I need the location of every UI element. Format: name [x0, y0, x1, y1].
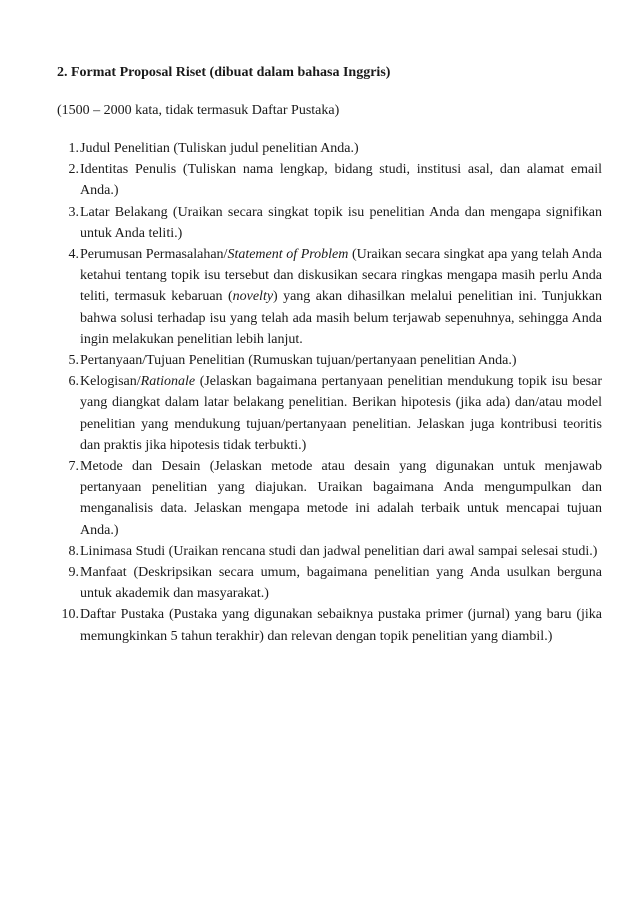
italic-term: Rationale	[140, 374, 196, 390]
list-item	[57, 202, 602, 244]
list-item-number: 5.	[68, 353, 79, 369]
italic-term: novelty	[232, 289, 274, 305]
list-item-number: 8.	[68, 543, 79, 559]
list-item-number: 7.	[68, 459, 79, 475]
text-run: Pertanyaan/Tujuan Penelitian (Rumuskan tujuan/pertanyaan penelitian Anda.)	[80, 353, 517, 369]
text-run: (Jelaskan bagaimana pertanyaan penelitian mendukung topik isu besar yang diangkat dalam latar belakang penelitian. Berikan hipotesis (jika ada) dan/atau model penelitian yang mendukung tujuan/pertanyaan penelitian. Jelaskan juga kontribusi teoritis dan praktis jika hipotesis tidak terbukti.)	[80, 374, 602, 453]
list-item-text	[80, 353, 517, 368]
text-run: Daftar Pustaka (Pustaka yang digunakan sebaiknya pustaka primer (jurnal) yang baru (jika memungkinkan 5 tahun terakhir) dan relevan dengan topik penelitian yang diambil.)	[80, 607, 602, 644]
list-item	[57, 604, 602, 646]
list-item-text	[80, 205, 602, 241]
list-item-number: 10.	[61, 607, 79, 623]
list-item	[57, 350, 602, 371]
list-item-number: 1.	[68, 141, 79, 156]
text-run: Latar Belakang (Uraikan secara singkat topik isu penelitian Anda dan mengapa signifikan untuk Anda teliti.)	[80, 204, 602, 241]
word-limit-note: (1500 – 2000 kata, tidak termasuk Daftar Pustaka)	[57, 103, 340, 118]
list-item	[57, 138, 602, 159]
text-run: Manfaat (Deskripsikan secara umum, bagaimana penelitian yang Anda usulkan berguna untuk akademik dan masyarakat.)	[80, 565, 602, 602]
italic-term: Statement of Problem	[227, 247, 349, 263]
list-item-text	[80, 162, 602, 198]
text-run: Kelogisan/	[80, 374, 141, 390]
list-item	[57, 541, 602, 562]
text-run: Metode dan Desain (Jelaskan metode atau desain yang digunakan untuk menjawab pertanyaan penelitian yang diajukan. Uraikan bagaimana Anda mengumpulkan dan menganalisis data. Jelaskan mengapa metode ini adalah terbaik untuk mencapai tujuan Anda.)	[80, 459, 602, 538]
text-run: Identitas Penulis (Tuliskan nama lengkap, bidang studi, institusi asal, dan alamat email Anda.)	[80, 162, 602, 199]
list-item-text	[80, 247, 602, 347]
text-run: Judul Penelitian (Tuliskan judul penelitian Anda.)	[80, 141, 359, 156]
list-item-text	[80, 544, 597, 559]
section-title: 2. Format Proposal Riset (dibuat dalam bahasa Inggris)	[57, 65, 391, 80]
list-item-text	[80, 607, 602, 643]
list-item-number: 2.	[68, 162, 79, 178]
text-run: ) yang akan dihasilkan melalui penelitian ini. Tunjukkan bahwa solusi terhadap isu yang telah ada masih belum terjawab sepenuhnya, sehingga Anda ingin melakukan penelitian lebih lanjut.	[80, 289, 602, 347]
text-run: Perumusan Permasalahan/	[80, 247, 228, 263]
list-item	[57, 159, 602, 201]
list-item	[57, 371, 602, 456]
list-item-number: 9.	[68, 565, 79, 581]
list-item-text	[80, 565, 602, 601]
list-item	[57, 456, 602, 541]
list-item-text	[80, 141, 359, 156]
list-item-number: 6.	[68, 374, 79, 390]
list-item-text	[80, 374, 602, 453]
list-item	[57, 244, 602, 350]
text-run: (Uraikan secara singkat apa yang telah Anda ketahui tentang topik isu tersebut dan diskusikan secara ringkas mengapa masih perlu Anda teliti, termasuk kebaruan (	[80, 247, 602, 305]
list-item-number: 3.	[68, 204, 79, 220]
list-item	[57, 562, 602, 604]
proposal-requirements-list	[57, 138, 602, 647]
list-item-number: 4.	[68, 247, 79, 263]
text-run: Linimasa Studi (Uraikan rencana studi dan jadwal penelitian dari awal sampai selesai studi.)	[80, 543, 598, 559]
list-item-text	[80, 459, 602, 538]
